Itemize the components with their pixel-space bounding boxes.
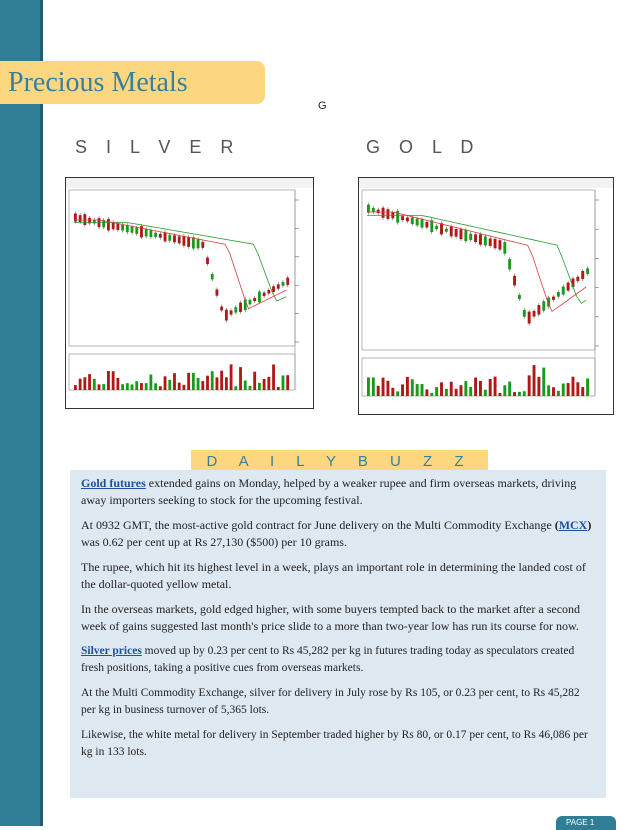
volume-bar [263, 379, 266, 390]
candle-body [197, 240, 200, 249]
volume-bar [377, 386, 380, 396]
volume-bar [455, 389, 458, 396]
candle-body [460, 229, 463, 239]
candle-body [386, 209, 389, 219]
candle-body [581, 271, 584, 279]
article-paragraph-7: Likewise, the white metal for delivery in September traded higher by Rs 80, or 0.17 per cent, to Rs 46,086 per kg in 133 lots. [81, 729, 588, 758]
article-panel [70, 470, 606, 798]
volume-bar [249, 386, 252, 390]
volume-bar [253, 372, 256, 390]
candle-body [528, 312, 531, 324]
candle-body [367, 205, 370, 213]
volume-bar [173, 373, 176, 390]
article-paragraph-6: At the Multi Commodity Exchange, silver for delivery in July rose by Rs 105, or 0.23 per cent, to Rs 45,282 per kg in business turnover of 5,365 lots. [81, 687, 580, 716]
candle-body [187, 237, 190, 247]
candle-body [425, 222, 428, 228]
candle-body [421, 219, 424, 227]
candle-body [225, 310, 228, 321]
candle-body [567, 283, 570, 291]
volume-bar [508, 382, 511, 396]
volume-bar [391, 388, 394, 396]
volume-bar [216, 377, 219, 390]
candle-body [455, 229, 458, 237]
volume-bar [450, 382, 453, 396]
candle-body [145, 229, 148, 236]
volume-bar [396, 391, 399, 396]
volume-bar [372, 377, 375, 396]
volume-bar [503, 385, 506, 396]
volume-bar [206, 376, 209, 390]
candle-body [576, 277, 579, 281]
volume-bar [79, 379, 82, 390]
article-paragraph-2 [81, 517, 595, 551]
silver-chart-svg [66, 178, 313, 408]
candle-body [435, 226, 438, 229]
candle-body [263, 293, 266, 296]
candle-body [513, 276, 516, 286]
paren-open: ( [554, 518, 559, 532]
candle-body [377, 210, 380, 213]
candle-body [382, 208, 385, 218]
volume-bar [567, 383, 570, 396]
volume-bar [469, 387, 472, 396]
article-paragraph-3: The rupee, which hit its highest level in a week, plays an important role in determining the landed cost of the dollar-quoted yellow metal. [81, 560, 586, 591]
volume-bar [98, 384, 101, 390]
candle-body [537, 305, 540, 315]
volume-bar [145, 383, 148, 390]
price-pane-frame [69, 190, 295, 346]
volume-bar [135, 381, 138, 390]
volume-bar [183, 385, 186, 390]
volume-bar [430, 393, 433, 396]
volume-bar [421, 384, 424, 396]
volume-bar [116, 378, 119, 390]
volume-bar [411, 379, 414, 396]
candle-body [201, 242, 204, 248]
volume-bar [267, 377, 270, 390]
candle-body [464, 230, 467, 241]
paragraph-5-text: moved up by 0.23 per cent to Rs 45,282 per kg in futures trading today as speculators created fresh positions, taking a positive cues from overseas markets. [81, 645, 575, 674]
candle-body [258, 292, 261, 303]
candle-body [183, 236, 186, 246]
candle-body [533, 311, 536, 317]
candle-body [173, 235, 176, 242]
silver-chart-label: S I L V E R [75, 137, 241, 157]
volume-bar [107, 371, 110, 390]
volume-bar [149, 374, 152, 390]
volume-bar [523, 391, 526, 396]
candle-body [126, 225, 129, 232]
volume-bar [513, 392, 516, 396]
candle-body [498, 240, 501, 249]
volume-bar [445, 389, 448, 396]
volume-bar [552, 387, 555, 396]
volume-bar [178, 383, 181, 390]
candle-body [234, 307, 237, 312]
volume-bar [425, 389, 428, 396]
page-number-tab [556, 816, 616, 830]
candle-body [282, 282, 285, 286]
volume-bar [547, 385, 550, 396]
candle-body [168, 235, 171, 241]
paragraph-2-text-b: was 0.62 per cent up at Rs 27,130 ($500) per 10 grams. [81, 535, 347, 549]
volume-bar [197, 378, 200, 390]
volume-bar [572, 377, 575, 396]
candle-body [107, 219, 110, 230]
volume-bar [533, 365, 536, 396]
volume-bar [557, 391, 560, 396]
gold-futures-link[interactable]: Gold futures [81, 476, 146, 490]
candle-body [411, 217, 414, 224]
candle-body [406, 218, 409, 222]
volume-bar [474, 378, 477, 396]
volume-bar [406, 377, 409, 396]
paren-close: ) [587, 518, 592, 532]
volume-bar [272, 364, 275, 390]
volume-bar [440, 382, 443, 396]
gold-price-chart [358, 177, 614, 415]
candle-body [474, 234, 477, 242]
candle-body [121, 225, 124, 231]
candle-body [508, 259, 511, 269]
volume-bar [386, 381, 389, 396]
candle-body [253, 298, 256, 301]
candle-body [249, 300, 252, 305]
article-paragraph-5 [81, 643, 595, 677]
volume-bar [484, 390, 487, 396]
candle-body [440, 223, 443, 234]
moving-average-line [74, 220, 286, 309]
volume-bar [239, 367, 242, 390]
volume-bar [435, 387, 438, 396]
volume-bar [576, 382, 579, 396]
title-banner [0, 61, 265, 104]
candle-body [154, 233, 157, 237]
candle-body [557, 292, 560, 297]
volume-bar [382, 378, 385, 396]
candle-body [159, 234, 162, 238]
candle-body [239, 303, 242, 312]
volume-bar [126, 383, 129, 390]
article-paragraph-4: In the overseas markets, gold edged higher, with some buyers tempted back to the market after a second week of gains suggested last month's price slide to a more than two-year low has run its course for now. [81, 602, 581, 633]
volume-bar [282, 376, 285, 390]
candle-body [450, 227, 453, 237]
volume-bar [498, 393, 501, 396]
candle-body [469, 234, 472, 240]
candle-body [503, 242, 506, 254]
volume-bar [88, 374, 91, 390]
candle-body [267, 290, 270, 294]
volume-bar [74, 385, 77, 390]
candle-body [79, 215, 82, 222]
candle-body [372, 208, 375, 212]
candle-body [489, 238, 492, 245]
moving-average-line [74, 223, 286, 302]
volume-bar [586, 378, 589, 396]
volume-bar [93, 379, 96, 390]
volume-bar [581, 387, 584, 396]
volume-bar [131, 384, 134, 390]
volume-bar [258, 383, 261, 390]
volume-bar [225, 377, 228, 390]
volume-bar [542, 368, 545, 396]
page-title: Precious Metals [8, 67, 188, 98]
daily-buzz-label: D A I L Y B U Z Z [206, 453, 473, 470]
volume-bar [489, 379, 492, 396]
silver-price-chart [65, 177, 314, 409]
volume-bar [494, 377, 497, 396]
silver-prices-link[interactable]: Silver prices [81, 645, 142, 657]
candle-body [494, 239, 497, 248]
candle-body [178, 236, 181, 243]
candle-body [479, 234, 482, 244]
volume-bar [83, 377, 86, 390]
volume-bar [464, 381, 467, 396]
candle-body [445, 229, 448, 232]
mcx-link[interactable]: MCX [558, 518, 588, 532]
volume-bar [102, 384, 105, 390]
daily-buzz-banner [191, 450, 488, 472]
candle-body [484, 236, 487, 245]
candle-body [230, 310, 233, 314]
candle-body [206, 258, 209, 265]
candle-body [272, 286, 275, 292]
volume-bar [479, 381, 482, 396]
candle-body [562, 287, 565, 295]
chart-header-strip [66, 178, 313, 188]
gold-chart-label: G O L D [366, 137, 481, 157]
volume-bar [401, 384, 404, 396]
moving-average-line [367, 212, 586, 311]
volume-bar [230, 364, 233, 390]
candle-body [523, 310, 526, 317]
volume-bar [187, 373, 190, 390]
volume-bar [528, 375, 531, 396]
candle-body [149, 230, 152, 237]
volume-bar [201, 381, 204, 390]
volume-bar [416, 384, 419, 396]
volume-bar [220, 371, 223, 390]
left-sidebar-bar [0, 0, 43, 826]
stray-character: G [318, 100, 327, 112]
volume-bar [286, 375, 289, 390]
volume-bar [562, 384, 565, 396]
candle-body [286, 278, 289, 285]
candle-body [586, 268, 589, 274]
volume-pane-frame [362, 358, 595, 396]
candle-body [116, 223, 119, 230]
volume-bar [244, 380, 247, 390]
candle-body [416, 219, 419, 226]
volume-bar [154, 383, 157, 390]
volume-bar [121, 384, 124, 390]
volume-bar [140, 383, 143, 390]
volume-bar [192, 373, 195, 390]
page-number: PAGE 1 [566, 818, 595, 827]
candle-body [220, 307, 223, 311]
volume-bar [537, 377, 540, 396]
paragraph-1-text: extended gains on Monday, helped by a weaker rupee and firm overseas markets, driving away importers seeking to stock for the upcoming festival. [81, 476, 577, 507]
candle-body [401, 216, 404, 220]
volume-bar [168, 380, 171, 390]
paragraph-2-text-a: At 0932 GMT, the most-active gold contract for June delivery on the Multi Commodity Exchange [81, 518, 555, 532]
volume-bar [367, 377, 370, 396]
candle-body [164, 232, 167, 241]
chart-header-strip [359, 178, 613, 188]
article-paragraph-1 [81, 475, 595, 509]
candle-body [131, 227, 134, 233]
candle-body [518, 295, 521, 299]
candle-body [552, 297, 555, 300]
volume-bar [112, 371, 115, 390]
volume-bar [164, 376, 167, 390]
volume-bar [277, 387, 280, 390]
candle-body [74, 214, 77, 222]
volume-bar [234, 386, 237, 390]
moving-average-line [367, 215, 586, 303]
volume-bar [159, 386, 162, 390]
volume-bar [518, 392, 521, 396]
volume-bar [211, 371, 214, 390]
candle-body [192, 237, 195, 248]
gold-chart-svg [359, 178, 613, 414]
candle-body [542, 301, 545, 310]
candle-body [277, 284, 280, 288]
candle-body [211, 274, 214, 279]
volume-bar [460, 385, 463, 396]
candle-body [216, 289, 219, 295]
candle-body [135, 228, 138, 234]
